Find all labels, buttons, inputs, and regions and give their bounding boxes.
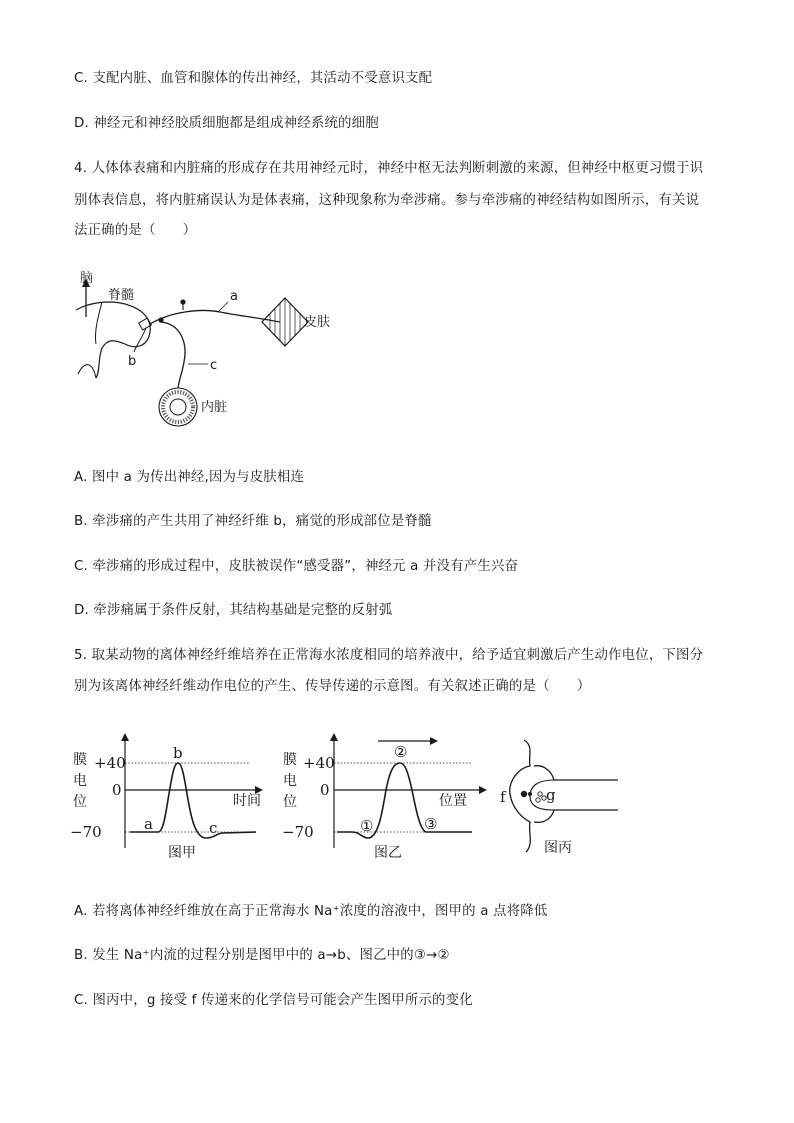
jia-point-c: c — [209, 819, 218, 837]
arrowhead-icon — [121, 733, 129, 741]
bing-label-f: f — [500, 788, 506, 806]
yi-ylabel-1: 膜 — [283, 752, 297, 768]
yi-ylabel-3: 位 — [283, 794, 297, 810]
jia-tick-bottom: −70 — [70, 823, 102, 841]
jia-tick-top: +40 — [94, 754, 126, 772]
yi-point-1: ① — [360, 817, 374, 835]
arrowhead-icon — [330, 733, 338, 741]
spinal-cord-label: 脊髓 — [108, 288, 135, 303]
q4-option-c: C. 牵涉痛的形成过程中，皮肤被误作“感受器”，神经元 a 并没有产生兴奋 — [74, 559, 519, 574]
neuron-b-fiber — [134, 328, 146, 352]
jia-ylabel-3: 位 — [73, 794, 87, 810]
q5-stem-line1: 5. 取某动物的离体神经纤维培养在正常海水浓度相同的培养液中，给予适宜刺激后产生动作电位，下图分 — [74, 648, 704, 663]
q4-stem-line1: 4. 人体体表痛和内脏痛的形成存在共用神经元时，神经中枢无法判断刺激的来源，但神经中枢更习惯于识 — [74, 161, 704, 176]
bing-point-f-marker — [521, 791, 527, 797]
jia-xlabel: 时间 — [233, 793, 261, 809]
neuron-a-fiber — [150, 311, 280, 325]
bing-caption: 图丙 — [544, 840, 572, 856]
spinal-cord-inner — [95, 302, 102, 344]
figure-bing — [494, 736, 624, 861]
q4-option-a: A. 图中 a 为传出神经,因为与皮肤相连 — [74, 470, 305, 485]
neuron-c-fiber — [161, 322, 185, 390]
bing-label-g: g — [546, 786, 556, 804]
bing-postsynaptic-membrane — [510, 740, 531, 852]
q3-option-d: D. 神经元和神经胶质细胞都是组成神经系统的细胞 — [74, 116, 379, 131]
label-c: c — [210, 358, 218, 373]
bing-axon-upper — [534, 766, 618, 780]
jia-tick-zero: 0 — [112, 781, 122, 799]
q5-option-b: B. 发生 Na⁺内流的过程分别是图甲中的 a→b、图乙中的③→② — [74, 948, 450, 963]
jia-caption: 图甲 — [168, 845, 196, 861]
yi-caption: 图乙 — [374, 845, 402, 861]
jia-ylabel-2: 电 — [73, 773, 87, 789]
q4-option-b: B. 牵涉痛的产生共用了神经纤维 b，痛觉的形成部位是脊髓 — [74, 514, 432, 529]
vesicle-icon — [536, 798, 540, 802]
jia-ylabel-1: 膜 — [73, 752, 87, 768]
vesicle-icon — [538, 792, 542, 796]
figure-yi — [282, 730, 487, 865]
q5-option-c: C. 图丙中，g 接受 f 传递来的化学信号可能会产生图甲所示的变化 — [74, 993, 473, 1008]
yi-tick-bottom: −70 — [282, 823, 314, 841]
q4-stem-line2: 别体表信息，将内脏痛误认为是体表痛，这种现象称为牵涉痛。参与牵涉痛的神经结构如图所示，有关说 — [74, 193, 700, 208]
yi-point-2: ② — [394, 743, 408, 761]
q5-stem-line2: 别为该离体神经纤维动作电位的产生、传导传递的示意图。有关叙述正确的是（ ） — [74, 679, 591, 694]
brain-label: 脑 — [80, 271, 94, 286]
q4-stem-line3: 法正确的是（ ） — [74, 223, 197, 238]
q4-option-d: D. 牵涉痛属于条件反射，其结构基础是完整的反射弧 — [74, 603, 393, 618]
spinal-cord-outline — [76, 302, 150, 378]
arrowhead-icon — [479, 786, 487, 794]
label-a: a — [230, 289, 238, 304]
yi-tick-zero: 0 — [320, 781, 330, 799]
skin-label: 皮肤 — [304, 315, 331, 330]
yi-tick-top: +40 — [303, 754, 335, 772]
yi-xlabel: 位置 — [439, 793, 467, 809]
bing-axon-lower — [534, 810, 618, 822]
figure-jia — [70, 730, 275, 865]
arrowhead-icon — [430, 737, 438, 745]
q3-option-c: C. 支配内脏、血管和腺体的传出神经，其活动不受意识支配 — [74, 71, 433, 86]
q5-option-a: A. 若将离体神经纤维放在高于正常海水 Na⁺浓度的溶液中，图甲的 a 点将降低 — [74, 904, 548, 919]
yi-point-3: ③ — [424, 815, 438, 833]
jia-point-a: a — [144, 815, 153, 833]
q4-referred-pain-figure — [70, 262, 350, 437]
jia-point-b: b — [173, 744, 183, 762]
viscera-label: 内脏 — [201, 400, 228, 415]
label-b: b — [128, 354, 137, 369]
yi-ylabel-2: 电 — [283, 773, 297, 789]
